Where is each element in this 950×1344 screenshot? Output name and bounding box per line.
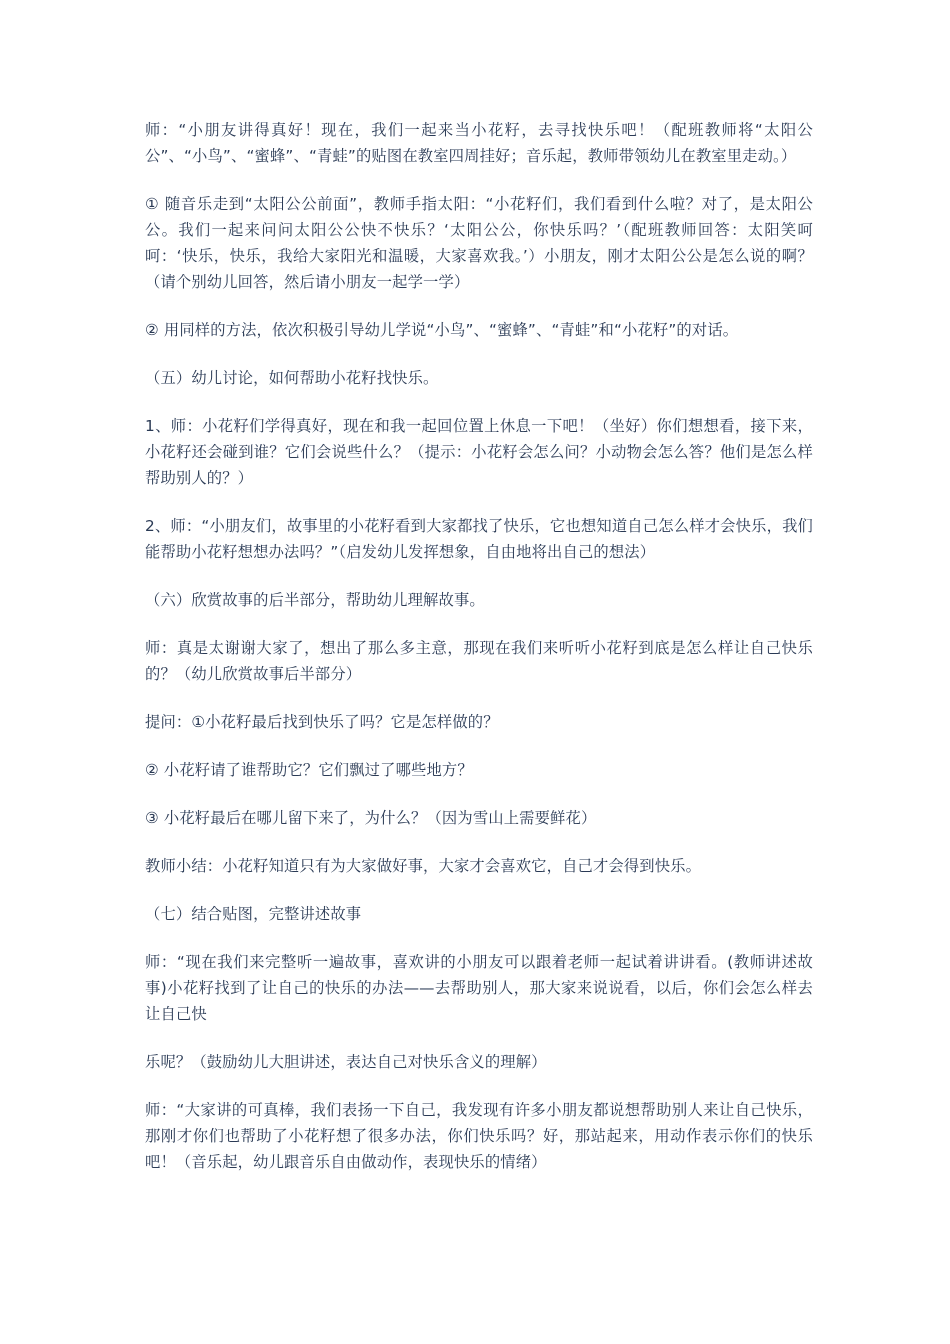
section-heading-five: （五）幼儿讨论，如何帮助小花籽找快乐。 xyxy=(145,369,439,387)
paragraph-same-method: ② 用同样的方法，依次积极引导幼儿学说“小鸟”、“蜜蜂”、“青蛙”和“小花籽”的对话。 xyxy=(145,321,739,339)
paragraph-teacher-intro: 师：“小朋友讲得真好！现在，我们一起来当小花籽，去寻找快乐吧！（配班教师将“太阳公公”、“小鸟”、“蜜蜂”、“青蛙”的贴图在教室四周挂好；音乐起，教师带领幼儿在教室里走动。） xyxy=(145,121,813,165)
paragraph-discussion-2: 2、师：“小朋友们，故事里的小花籽看到大家都找了快乐，它也想知道自己怎么样才会快乐，我们能帮助小花籽想想办法吗？”（启发幼儿发挥想象，自由地将出自己的想法） xyxy=(145,517,813,561)
paragraph-teacher-summary: 教师小结：小花籽知道只有为大家做好事，大家才会喜欢它，自己才会得到快乐。 xyxy=(145,857,702,875)
paragraph-closing: 师：“大家讲的可真棒，我们表扬一下自己，我发现有许多小朋友都说想帮助别人来让自己快乐，那刚才你们也帮助了小花籽想了很多办法，你们快乐吗？好，那站起来，用动作表示你们的快乐吧！（音乐起，幼儿跟音乐自由做动作，表现快乐的情绪） xyxy=(145,1101,813,1171)
paragraph-question-3: ③ 小花籽最后在哪儿留下来了，为什么？（因为雪山上需要鲜花） xyxy=(145,809,597,827)
paragraph-question-2: ② 小花籽请了谁帮助它？它们飘过了哪些地方？ xyxy=(145,761,473,779)
document-body xyxy=(145,117,813,1197)
paragraph-sun-dialogue: ① 随音乐走到“太阳公公前面”，教师手指太阳：“小花籽们，我们看到什么啦？对了，是太阳公公。我们一起来问问太阳公公快不快乐？‘太阳公公，你快乐吗？’（配班教师回答：太阳笑呵呵：‘快乐，快乐，我给大家阳光和温暖，大家喜欢我。’）小朋友，刚才太阳公公是怎么说的啊？（请个别幼儿回答，然后请小朋友一起学一学） xyxy=(145,195,813,291)
paragraph-discussion-1: 1、师：小花籽们学得真好，现在和我一起回位置上休息一下吧！（坐好）你们想想看，接下来，小花籽还会碰到谁？它们会说些什么？（提示：小花籽会怎么问？小动物会怎么答？他们是怎么样帮助别人的？） xyxy=(145,417,813,487)
paragraph-thanks: 师：真是太谢谢大家了，想出了那么多主意，那现在我们来听听小花籽到底是怎么样让自己快乐的？（幼儿欣赏故事后半部分） xyxy=(145,639,813,683)
paragraph-question-1: 提问：①小花籽最后找到快乐了吗？它是怎样做的？ xyxy=(145,713,499,731)
section-heading-seven: （七）结合贴图，完整讲述故事 xyxy=(145,905,362,923)
paragraph-full-story: 师：“现在我们来完整听一遍故事，喜欢讲的小朋友可以跟着老师一起试着讲讲看。(教师讲述故事)小花籽找到了让自己的快乐的办法——去帮助别人，那大家来说说看，以后，你们会怎么样去让自己快 xyxy=(145,953,813,1023)
section-heading-six: （六）欣赏故事的后半部分，帮助幼儿理解故事。 xyxy=(145,591,485,609)
paragraph-encourage: 乐呢？（鼓励幼儿大胆讲述，表达自己对快乐含义的理解） xyxy=(145,1053,547,1071)
